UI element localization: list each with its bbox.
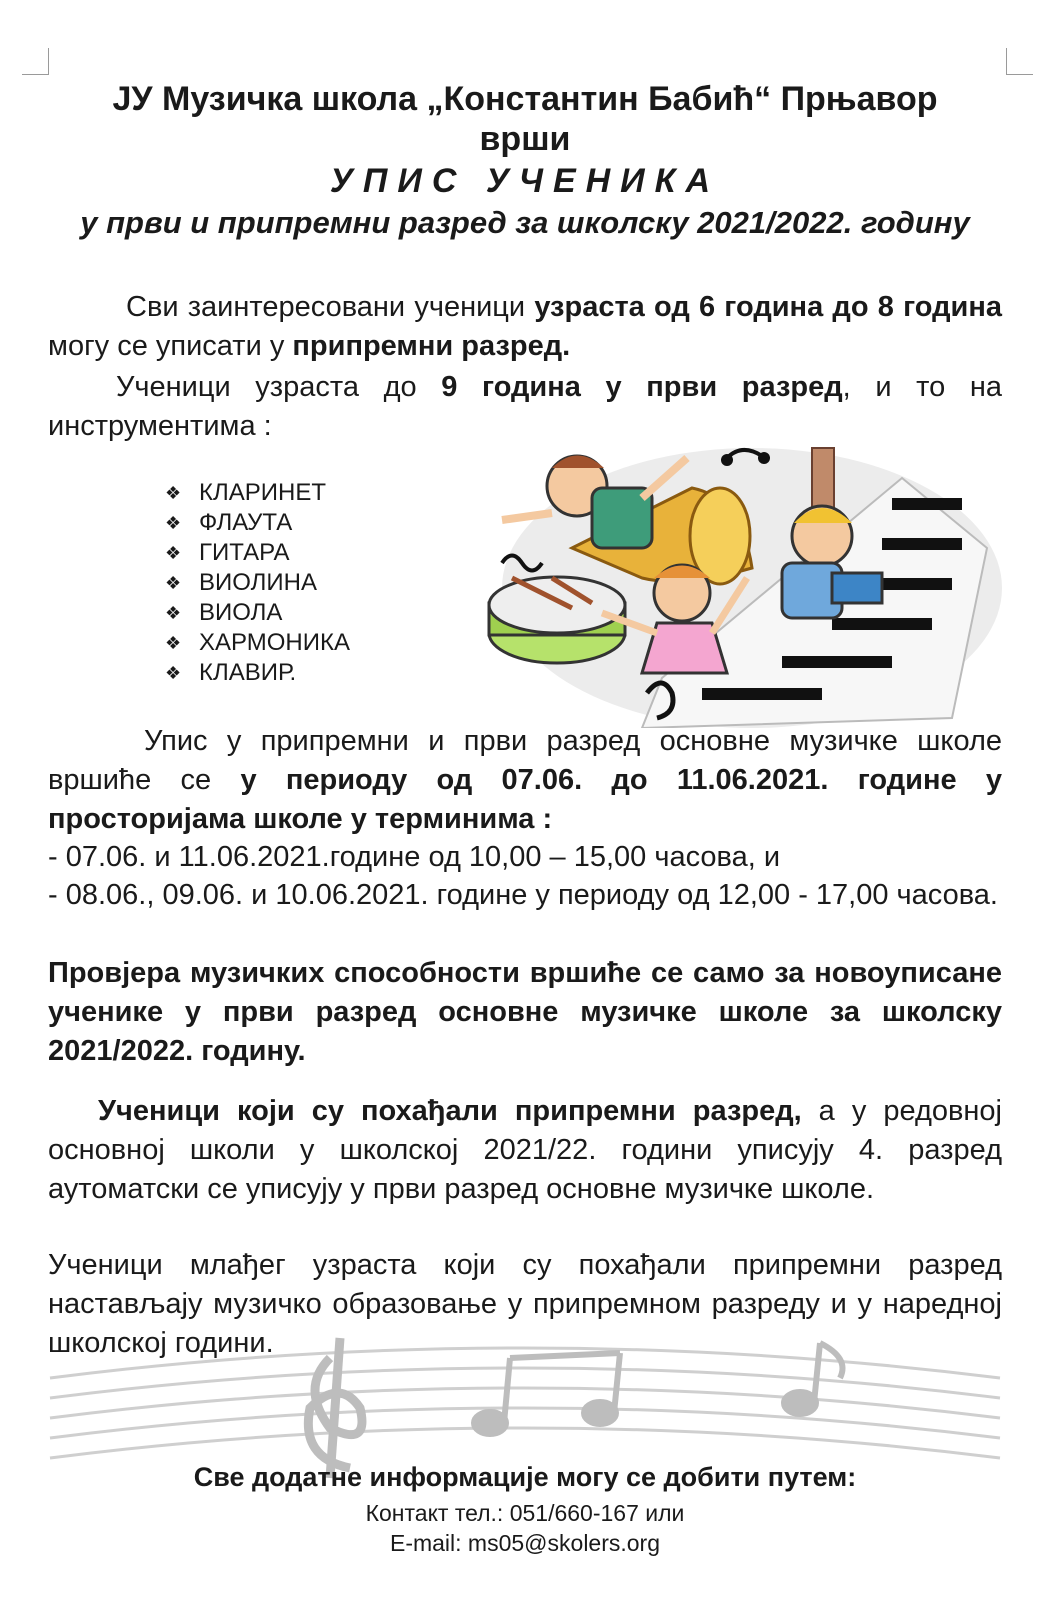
intro-text: , и то на инструментима : [48,371,1003,442]
heading-verb: врши [479,120,571,158]
instrument-name: ВИОЛИНА [199,569,317,596]
instrument-name: ГИТАРА [199,539,290,566]
time-slot-2: - 08.06., 09.06. и 10.06.2021. године у периоду од 12,00 - 17,00 часова. [48,879,998,911]
list-item [165,568,350,598]
treble-clef-icon [308,1338,362,1478]
list-item [165,658,350,688]
instrument-list [165,478,350,688]
preparatory-students-text: Ученици који су похађали припремни разред, [98,1095,802,1127]
diamond-bullet-icon: ❖ [165,603,182,623]
diamond-bullet-icon: ❖ [165,513,182,533]
kids-music-illustration [482,428,1002,728]
instrument-name: КЛАВИР. [199,659,297,686]
younger-students-paragraph: Ученици млађег узраста који су похађали припремни разред настављају музичко образовање у припремном разреду и у наредној школској години. [48,1249,1002,1359]
list-item [165,538,350,568]
intro-paragraph-preparatory [48,288,1002,366]
list-item [165,508,350,538]
diamond-bullet-icon: ❖ [165,483,182,503]
page-corner-mark-left [22,48,49,75]
preparatory-class-text: припремни разред. [292,330,571,362]
aptitude-test-text: Провјера музичких способности вршиће се само за новоуписане ученике у први разред основне музичке школе за школску 2021/2022. годину. [48,957,1002,1067]
diamond-bullet-icon: ❖ [165,633,182,653]
drum-icon [489,577,625,663]
instrument-name: КЛАРИНЕТ [199,479,326,506]
enrollment-text: Упис у припремни и први разред основне музичке школе вршиће се [48,725,1002,796]
enrollment-period-paragraph [48,722,1002,839]
list-item [165,598,350,628]
automatic-enrollment-paragraph [48,1092,1002,1209]
contact-email: E-mail: ms05@skolers.org [389,1530,661,1556]
contact-heading: Све додатне информације могу се добити путем: [193,1462,857,1492]
automatic-enrollment-text: а у редовној основној школи у школској 2021/22. години уписују 4. разред аутоматски се уписују у први разред основне музичке школе. [48,1095,1002,1205]
first-grade-age-text: 9 година у први разред [441,371,843,403]
diamond-bullet-icon: ❖ [165,543,182,563]
instrument-name: ВИОЛА [199,599,283,626]
contact-phone: Контакт тел.: 051/660-167 или [365,1500,685,1526]
time-slot-1: - 07.06. и 11.06.2021.године од 10,00 – 15,00 часова, и [48,841,781,873]
diamond-bullet-icon: ❖ [165,663,182,683]
list-item [165,478,350,508]
school-name-heading: ЈУ Музичка школа „Константин Бабић“ Прњавор [112,80,938,118]
enrollment-subheading: у први и припремни разред за школску 2021/2022. годину [80,205,970,240]
list-item [165,628,350,658]
enrollment-heading: УПИС УЧЕНИКА [329,162,721,200]
page-corner-mark-right [1006,48,1033,75]
instrument-name: ФЛАУТА [199,509,293,536]
instrument-name: ХАРМОНИКА [199,629,350,656]
aptitude-test-paragraph [48,954,1002,1071]
enrollment-dates-text: у периоду од 07.06. до 11.06.2021. године у просторијама школе у терминима : [48,764,1002,835]
intro-text: Сви заинтересовани ученици [126,291,535,323]
diamond-bullet-icon: ❖ [165,573,182,593]
age-range-text: узраста од 6 година до 8 година [534,291,1002,323]
intro-text: Ученици узраста до [116,371,442,403]
intro-text: могу се уписати у [48,330,293,362]
